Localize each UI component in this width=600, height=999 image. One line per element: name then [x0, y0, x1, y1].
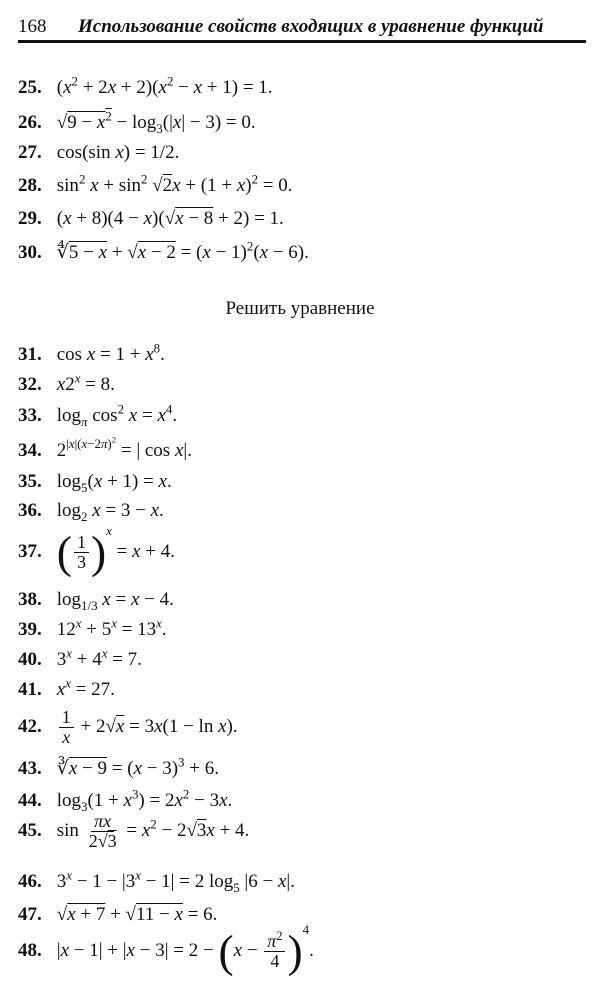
- equation: |x − 1| + |x − 3| = 2 − (x − $\frac{\pi^2}{4}$ )$^4$.: [56, 922, 314, 977]
- problem-number: 27.: [18, 142, 42, 163]
- problem-number: 28.: [18, 175, 42, 196]
- running-title: Использование свойств входящих в уравнение функций: [78, 16, 544, 37]
- equation: $3^x - 1 - |3^x - 1| = 2$ $\log_5 |6 - x|$.: [56, 867, 295, 895]
- equation: $x^x = 27$.: [56, 675, 115, 700]
- section-title: Решить уравнение: [225, 298, 375, 319]
- problem-40: [18, 645, 142, 670]
- equation: $\frac{1}{x}$ + 2√x = 3x(1 − ln x).: [57, 716, 238, 737]
- problem-36: [18, 500, 164, 524]
- equation: $2^{|x|(x-2\pi)^2}$ = | cos x|.: [56, 435, 192, 461]
- problem-number: 26.: [18, 112, 42, 133]
- problem-37: [18, 523, 175, 578]
- equation: $\log_5(x + 1) = x$.: [56, 471, 172, 495]
- problem-number: 25.: [18, 77, 42, 98]
- problem-45: [18, 812, 249, 851]
- equation: $\log_3(1 + x^3) = 2x^2 - 3x$.: [56, 786, 233, 814]
- problem-38: [18, 589, 174, 613]
- problem-31: [18, 340, 165, 365]
- equation: ∜5 − $x + √x - 2 = (x - 1)^2(x - 6)$.: [56, 238, 309, 263]
- equation: (x + 8)(4 − x)(√x − 8 + 2) = 1.: [56, 208, 284, 229]
- equation: $\log_2 x = 3 - x$.: [56, 500, 164, 524]
- equation: ∛x − $9 = (x - 3)^3 + 6$.: [56, 754, 219, 779]
- problem-42: [18, 708, 238, 747]
- equation: $√9 - x^2 - \log_3(|x| - 3) = 0$.: [56, 108, 256, 136]
- problem-35: [18, 471, 172, 495]
- problem-number: 36.: [18, 500, 42, 521]
- problem-number: 29.: [18, 208, 42, 229]
- equation: $3^x + 4^x = 7$.: [56, 645, 142, 670]
- problem-number: 35.: [18, 471, 42, 492]
- page-number: 168: [18, 16, 47, 37]
- equation: $x2^x = 8$.: [56, 370, 115, 395]
- equation: √x + 7 + √11 − x = 6.: [56, 904, 218, 925]
- problem-number: 45.: [18, 819, 42, 841]
- running-header: [18, 14, 586, 43]
- problem-number: 32.: [18, 374, 42, 395]
- problem-32: [18, 370, 115, 395]
- problem-number: 48.: [18, 940, 42, 961]
- problem-number: 46.: [18, 871, 42, 892]
- problem-26: [18, 108, 256, 136]
- equation: $\sin^2 x + \sin^2 √2x + (1 + x)^2 = 0$.: [56, 171, 293, 196]
- problem-number: 33.: [18, 405, 42, 426]
- equation: ( $\frac{1}{3}$ )$^x$ = x + 4.: [56, 523, 175, 578]
- problem-number: 43.: [18, 758, 42, 779]
- problem-30: [18, 238, 309, 263]
- equation: sin $\frac{\pi x}{2√3}$ = $x^2 - 2√3x + 4$.: [56, 811, 250, 851]
- equation: $\log_\pi \cos^2 x = x^4$.: [56, 401, 178, 429]
- problem-34: [18, 435, 192, 461]
- problem-number: 39.: [18, 619, 42, 640]
- problem-number: 37.: [18, 541, 42, 562]
- problem-41: [18, 675, 115, 700]
- problem-29: [18, 209, 284, 228]
- problem-27: [18, 143, 179, 162]
- problem-number: 44.: [18, 790, 42, 811]
- equation: $12^x + 5^x = 13^x$.: [56, 615, 167, 640]
- problem-44: [18, 786, 233, 814]
- problem-number: 31.: [18, 344, 42, 365]
- problem-number: 41.: [18, 679, 42, 700]
- problem-number: 38.: [18, 589, 42, 610]
- problem-46: [18, 867, 295, 895]
- equation: $\cos x = 1 + x^8$.: [56, 340, 165, 365]
- problem-number: 47.: [18, 904, 42, 925]
- problem-33: [18, 401, 178, 429]
- equation: $(x^2 + 2x + 2)(x^2 - x + 1) = 1$.: [56, 73, 273, 98]
- problem-39: [18, 615, 167, 640]
- problem-number: 40.: [18, 649, 42, 670]
- problem-48: [18, 922, 314, 977]
- problem-number: 30.: [18, 242, 42, 263]
- equation: $\log_{1/3} x = x - 4$.: [56, 589, 174, 613]
- problem-25: [18, 73, 273, 98]
- problem-43: [18, 754, 219, 779]
- problem-47: [18, 905, 217, 924]
- problem-number: 34.: [18, 439, 42, 461]
- problem-number: 42.: [18, 715, 42, 737]
- problem-28: [18, 171, 293, 196]
- equation: cos(sin x) = 1/2.: [56, 142, 180, 163]
